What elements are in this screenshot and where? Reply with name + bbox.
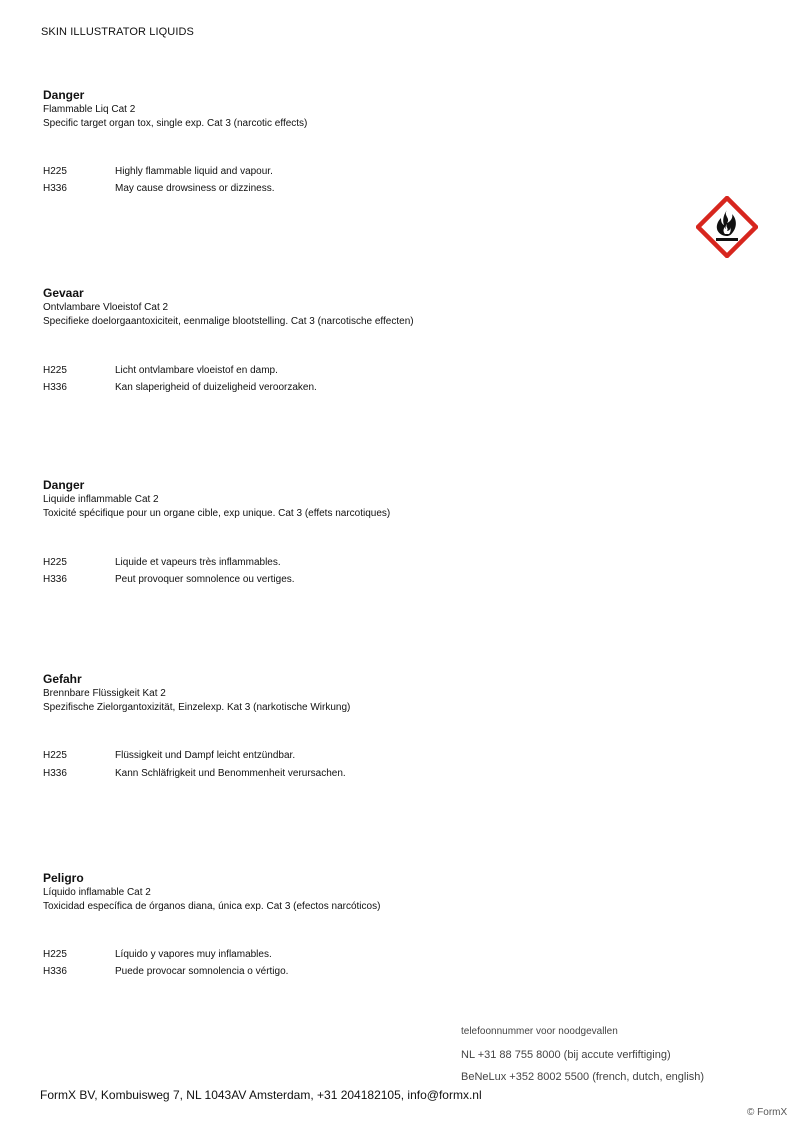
hazard-class: Flammable Liq Cat 2 bbox=[43, 104, 136, 115]
hazard-text: Peut provoquer somnolence ou vertiges. bbox=[115, 574, 295, 585]
hazard-class: Brennbare Flüssigkeit Kat 2 bbox=[43, 688, 166, 699]
hazard-text: Licht ontvlambare vloeistof en damp. bbox=[115, 365, 278, 376]
footer-address: FormX BV, Kombuisweg 7, NL 1043AV Amsterdam, +31 204182105, info@formx.nl bbox=[40, 1088, 482, 1102]
signal-word: Gefahr bbox=[43, 672, 82, 686]
flame-ghs-pictogram-icon bbox=[696, 196, 758, 258]
hazard-text: Puede provocar somnolencia o vértigo. bbox=[115, 966, 289, 977]
hazard-code: H336 bbox=[43, 183, 67, 194]
document-title: SKIN ILLUSTRATOR LIQUIDS bbox=[41, 26, 194, 38]
hazard-class: Specifieke doelorgaantoxiciteit, eenmalige blootstelling. Cat 3 (narcotische effecten) bbox=[43, 316, 414, 327]
hazard-code: H225 bbox=[43, 750, 67, 761]
hazard-class: Ontvlambare Vloeistof Cat 2 bbox=[43, 302, 169, 313]
hazard-text: Kan slaperigheid of duizeligheid veroorzaken. bbox=[115, 382, 317, 393]
signal-word: Peligro bbox=[43, 871, 84, 885]
hazard-text: Highly flammable liquid and vapour. bbox=[115, 166, 273, 177]
hazard-code: H336 bbox=[43, 382, 67, 393]
hazard-text: Kann Schläfrigkeit und Benommenheit verursachen. bbox=[115, 768, 346, 779]
hazard-class: Specific target organ tox, single exp. Cat 3 (narcotic effects) bbox=[43, 118, 308, 129]
hazard-section-en bbox=[43, 88, 683, 194]
hazard-class: Toxicidad específica de órganos diana, única exp. Cat 3 (efectos narcóticos) bbox=[43, 901, 381, 912]
hazard-class: Líquido inflamable Cat 2 bbox=[43, 887, 151, 898]
signal-word: Danger bbox=[43, 88, 85, 102]
hazard-code: H336 bbox=[43, 966, 67, 977]
hazard-code: H225 bbox=[43, 557, 67, 568]
hazard-section-de bbox=[43, 672, 683, 779]
hazard-class: Liquide inflammable Cat 2 bbox=[43, 494, 159, 505]
hazard-text: Líquido y vapores muy inflamables. bbox=[115, 949, 272, 960]
hazard-text: May cause drowsiness or dizziness. bbox=[115, 183, 275, 194]
signal-word: Danger bbox=[43, 478, 85, 492]
hazard-code: H336 bbox=[43, 768, 67, 779]
hazard-class: Toxicité spécifique pour un organe cible, exp unique. Cat 3 (effets narcotiques) bbox=[43, 508, 391, 519]
hazard-code: H225 bbox=[43, 365, 67, 376]
signal-word: Gevaar bbox=[43, 286, 84, 300]
hazard-section-nl bbox=[43, 286, 683, 393]
emergency-phone-nl: NL +31 88 755 8000 (bij accute verfiftiging) bbox=[461, 1049, 671, 1061]
copyright: © FormX bbox=[747, 1107, 788, 1118]
hazard-text: Liquide et vapeurs très inflammables. bbox=[115, 557, 281, 568]
emergency-heading: telefoonnummer voor noodgevallen bbox=[461, 1026, 618, 1037]
hazard-class: Spezifische Zielorgantoxizität, Einzelexp. Kat 3 (narkotische Wirkung) bbox=[43, 702, 351, 713]
hazard-code: H225 bbox=[43, 949, 67, 960]
hazard-section-es bbox=[43, 871, 683, 977]
hazard-section-fr bbox=[43, 478, 683, 585]
hazard-text: Flüssigkeit und Dampf leicht entzündbar. bbox=[115, 750, 296, 761]
emergency-phone-benelux: BeNeLux +352 8002 5500 (french, dutch, english) bbox=[461, 1071, 705, 1083]
hazard-code: H225 bbox=[43, 166, 67, 177]
hazard-code: H336 bbox=[43, 574, 67, 585]
